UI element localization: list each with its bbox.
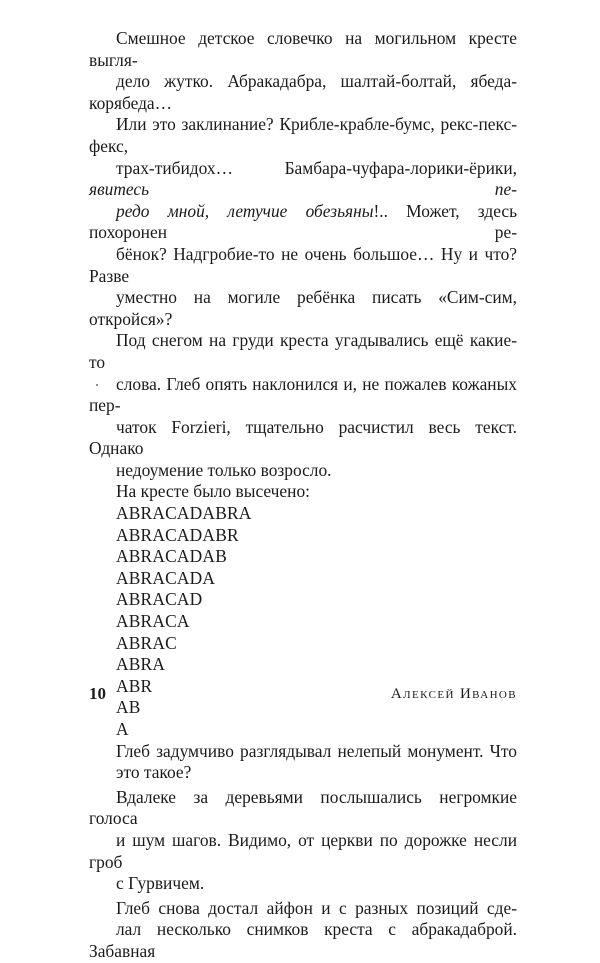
inscription-line: ABRACADABRA xyxy=(116,503,252,524)
text-line: Или это заклинание? Крибле-крабле-бумс, рекс-пекс-фекс, xyxy=(89,114,517,156)
body-text xyxy=(89,28,517,963)
inscription-line: ABRACADAB xyxy=(116,546,227,567)
inscription-line: ABRA xyxy=(116,654,166,675)
text-line: Глеб задумчиво разглядывал нелепый монумент. Что xyxy=(116,740,517,761)
paragraph-5 xyxy=(89,787,517,895)
text-line: Под снегом на груди креста угадывались ещё какие-то xyxy=(89,330,517,372)
text-line: и шум шагов. Видимо, от церкви по дорожке несли гроб xyxy=(89,829,517,872)
text-line: слова. Глеб опять наклонился и, не пожалев кожаных пер- xyxy=(89,373,517,416)
inscription-line: AB xyxy=(116,697,141,718)
inscription-line: ABR xyxy=(116,675,153,696)
inscription-line: ABRACA xyxy=(116,611,190,632)
paragraph-6 xyxy=(89,898,517,963)
text-line: это такое? xyxy=(116,762,192,783)
text-line: лал несколько снимков креста с абракадаброй. Забавная xyxy=(89,919,517,961)
inscription-line: ABRACAD xyxy=(116,589,203,610)
inscription-line: ABRACADA xyxy=(116,567,216,588)
text-line: дело жутко. Абракадабра, шалтай-болтай, ябеда-корябеда… xyxy=(89,71,517,113)
paragraph-2 xyxy=(89,330,517,481)
running-head-author: Алексей Иванов xyxy=(390,686,517,702)
inscription-line: ABRAC xyxy=(116,632,177,653)
text-line: Смешное детское словечко на могильном кресте выгля- xyxy=(89,28,517,70)
text-span: !.. Может, здесь похоронен ре- xyxy=(89,200,518,243)
italic-quote: редо мной, летучие обезьяны xyxy=(116,200,374,221)
text-line: чаток Forzieri, тщательно расчистил весь текст. Однако xyxy=(89,416,517,459)
text-span: трах-тибидох… Бамбара-чуфара-лорики-ёрики, xyxy=(116,157,517,178)
text-line: с Гурвичем. xyxy=(116,873,205,894)
text-line: уместно на могиле ребёнка писать «Сим-сим, откройся»? xyxy=(89,287,517,329)
paragraph-4 xyxy=(89,741,517,784)
text-line xyxy=(89,201,517,244)
text-line xyxy=(89,158,517,201)
text-line: бёнок? Надгробие-то не очень большое… Ну и что? Разве xyxy=(89,243,517,286)
paragraph-3: На кресте было высечено: xyxy=(116,481,310,502)
inscription-line: A xyxy=(116,719,129,739)
inscription-line: ABRACADABR xyxy=(116,524,239,545)
italic-quote: явитесь пе- xyxy=(89,179,517,200)
text-line: недоумение только возросло. xyxy=(116,459,332,480)
text-line: Вдалеке за деревьями послышались негромкие голоса xyxy=(89,786,517,829)
page-number: 10 xyxy=(89,684,106,703)
page-footer xyxy=(89,684,517,708)
paragraph-1 xyxy=(89,28,517,330)
text-line: Глеб снова достал айфон и с разных позиций сде- xyxy=(116,897,517,918)
